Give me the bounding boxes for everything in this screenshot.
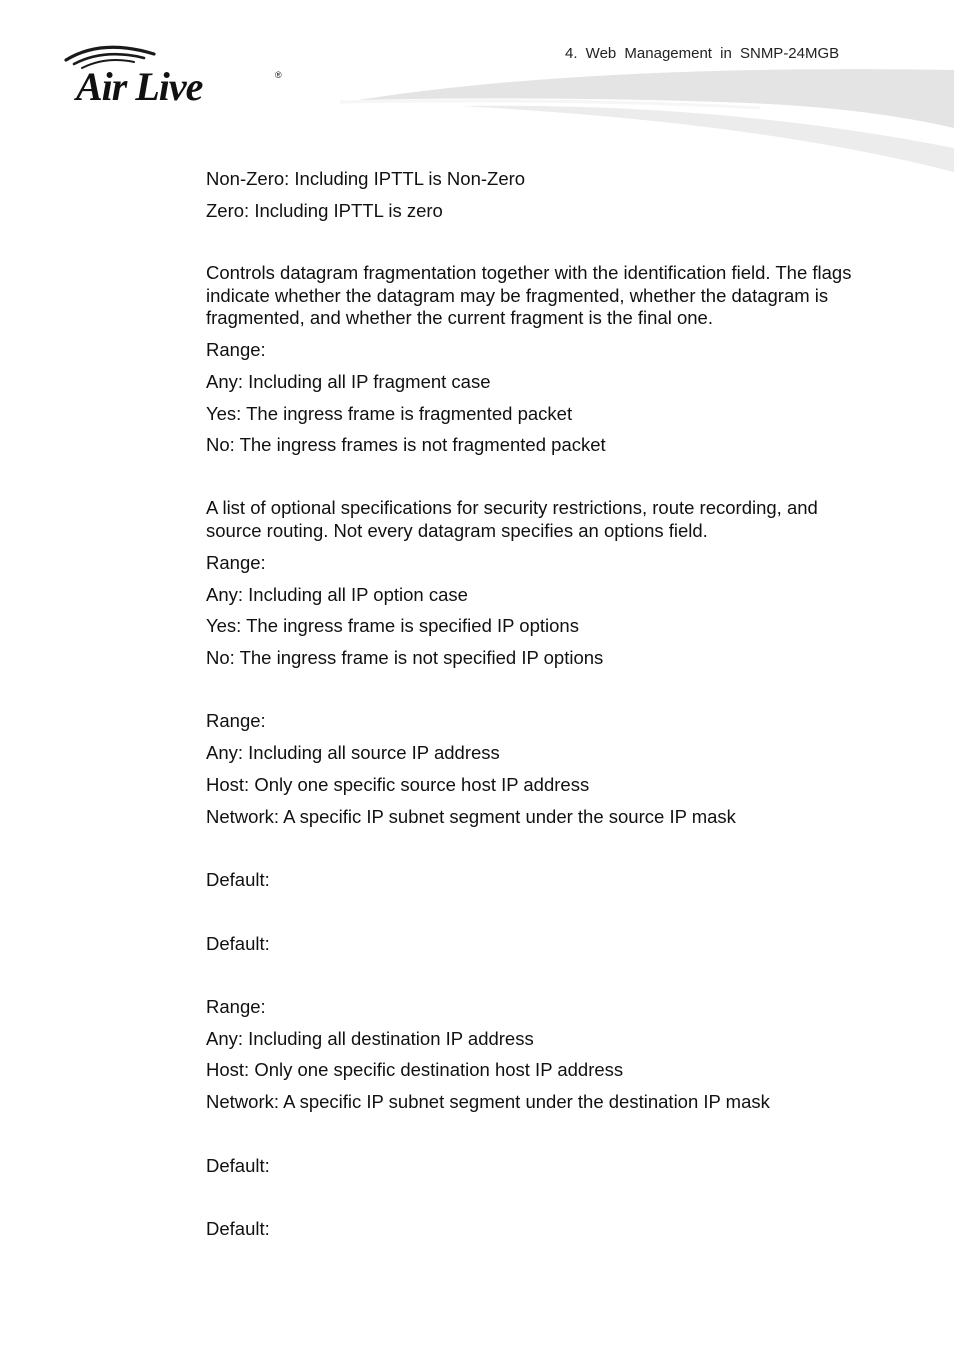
- fragment-range-label: Range:: [206, 339, 266, 360]
- option-any-text: Any: Including all IP option case: [206, 584, 468, 605]
- option-range-label: Range:: [206, 552, 266, 573]
- dip-address-default-label: Default:: [206, 1155, 270, 1176]
- svg-text:®: ®: [275, 70, 282, 80]
- airlive-logo: [62, 40, 292, 110]
- ipttl-nonzero-text: Non-Zero: Including IPTTL is Non-Zero: [206, 168, 526, 189]
- fragment-no-text: No: The ingress frames is not fragmented packet: [206, 434, 606, 455]
- sip-network-text: Network: A specific IP subnet segment under the source IP mask: [206, 806, 736, 827]
- dip-network-text: Network: A specific IP subnet segment under the destination IP mask: [206, 1091, 770, 1112]
- sip-mask-default-label: Default:: [206, 933, 270, 954]
- sip-host-text: Host: Only one specific source host IP address: [206, 774, 590, 795]
- dip-any-text: Any: Including all destination IP address: [206, 1028, 534, 1049]
- sip-range-label: Range:: [206, 710, 266, 731]
- airlive-logo-graphic: [62, 40, 292, 110]
- header-swoosh-decoration: [340, 62, 954, 182]
- fragment-any-text: Any: Including all IP fragment case: [206, 371, 491, 392]
- option-description: A list of optional specifications for security restrictions, route recording, and source routing. Not every datagram specifies an options field.: [206, 497, 818, 541]
- sip-any-text: Any: Including all source IP address: [206, 742, 500, 763]
- fragment-yes-text: Yes: The ingress frame is fragmented packet: [206, 403, 573, 424]
- logo-wordmark: Air Live: [76, 64, 203, 109]
- ipttl-zero-text: Zero: Including IPTTL is zero: [206, 200, 443, 221]
- fragment-description: Controls datagram fragmentation together with the identification field. The flags indicate whether the datagram may be fragmented, whether the datagram is fragmented, and whether the current fragment is the final one.: [206, 262, 852, 328]
- sip-address-default-label: Default:: [206, 869, 270, 890]
- section-title: 4. Web Management in SNMP-24MGB: [565, 45, 840, 62]
- dip-mask-default-label: Default:: [206, 1218, 270, 1239]
- option-yes-text: Yes: The ingress frame is specified IP options: [206, 615, 579, 636]
- dip-host-text: Host: Only one specific destination host IP address: [206, 1059, 624, 1080]
- dip-range-label: Range:: [206, 996, 266, 1017]
- option-no-text: No: The ingress frame is not specified IP options: [206, 647, 604, 668]
